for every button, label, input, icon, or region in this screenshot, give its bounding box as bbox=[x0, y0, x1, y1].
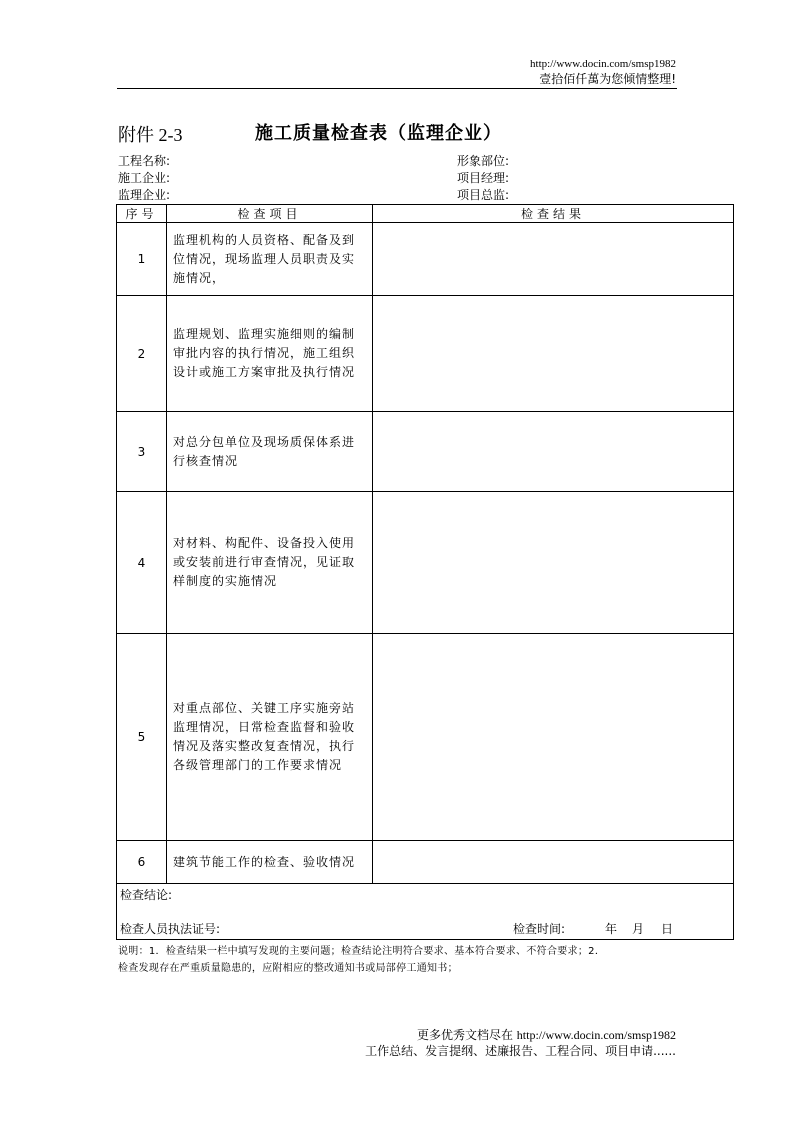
header-no: 序号 bbox=[117, 205, 167, 223]
footer-line-1 bbox=[410, 1027, 676, 1043]
attachment-label: 附件 2-3 bbox=[118, 125, 183, 145]
header-item: 检查项目 bbox=[167, 205, 373, 223]
row-item: 对重点部位、关键工序实施旁站监理情况，日常检查监督和验收情况及落实整改复查情况，执行各级管理部门的工作要求情况 bbox=[167, 634, 373, 841]
table-row bbox=[117, 412, 734, 492]
header-result: 检查结果 bbox=[373, 205, 734, 223]
conclusion-row bbox=[117, 884, 734, 940]
table-row bbox=[117, 634, 734, 841]
day-label: 日 bbox=[661, 922, 674, 936]
header-url: http://www.docin.com/smsp1982 bbox=[530, 58, 676, 70]
row-number: 1 bbox=[117, 223, 167, 296]
note-line-1: 说明：1．检查结果一栏中填写发现的主要问题；检查结论注明符合要求、基本符合要求、不符合要求；2． bbox=[118, 946, 606, 957]
row-item: 建筑节能工作的检查、验收情况 bbox=[167, 841, 373, 884]
note bbox=[118, 943, 718, 977]
project-name-label: 工程名称: bbox=[118, 154, 171, 168]
footer-line-2: 工作总结、发言提纲、述廉报告、工程合同、项目申请...... bbox=[365, 1044, 676, 1058]
row-number: 2 bbox=[117, 296, 167, 412]
table-header-row bbox=[117, 205, 734, 223]
chief-supervisor-label: 项目总监: bbox=[457, 188, 510, 202]
conclusion-label: 检查结论: bbox=[120, 888, 173, 902]
year-label: 年 bbox=[605, 922, 618, 936]
header-slogan: 壹拾佰仟萬为您倾情整理! bbox=[539, 72, 676, 86]
note-line-2: 检查发现存在严重质量隐患的，应附相应的整改通知书或局部停工通知书； bbox=[118, 963, 458, 974]
row-result-cell[interactable] bbox=[373, 841, 734, 884]
inspector-id-label: 检查人员执法证号: bbox=[120, 922, 221, 936]
table-row bbox=[117, 296, 734, 412]
row-item: 监理规划、监理实施细则的编制审批内容的执行情况，施工组织设计或施工方案审批及执行情况 bbox=[167, 296, 373, 412]
row-item: 对总分包单位及现场质保体系进行核查情况 bbox=[167, 412, 373, 492]
footer-url[interactable]: http://www.docin.com/smsp1982 bbox=[516, 1028, 676, 1042]
row-result-cell[interactable] bbox=[373, 296, 734, 412]
construction-company-label: 施工企业: bbox=[118, 171, 171, 185]
footer-prefix: 更多优秀文档尽在 bbox=[416, 1028, 513, 1042]
row-number: 3 bbox=[117, 412, 167, 492]
row-result-cell[interactable] bbox=[373, 412, 734, 492]
conclusion-cell[interactable] bbox=[117, 884, 734, 940]
header-divider bbox=[117, 88, 677, 89]
month-label: 月 bbox=[632, 922, 645, 936]
row-result-cell[interactable] bbox=[373, 634, 734, 841]
inspection-time-label: 检查时间: bbox=[513, 922, 566, 936]
table-row bbox=[117, 223, 734, 296]
page-title: 施工质量检查表（监理企业） bbox=[255, 123, 502, 144]
row-number: 5 bbox=[117, 634, 167, 841]
project-manager-label: 项目经理: bbox=[457, 171, 510, 185]
row-number: 6 bbox=[117, 841, 167, 884]
row-result-cell[interactable] bbox=[373, 492, 734, 634]
row-item: 对材料、构配件、设备投入使用或安装前进行审查情况，见证取样制度的实施情况 bbox=[167, 492, 373, 634]
table-row bbox=[117, 492, 734, 634]
supervision-company-label: 监理企业: bbox=[118, 188, 171, 202]
row-number: 4 bbox=[117, 492, 167, 634]
table-row bbox=[117, 841, 734, 884]
image-part-label: 形象部位: bbox=[457, 154, 510, 168]
row-item: 监理机构的人员资格、配备及到位情况，现场监理人员职责及实施情况， bbox=[167, 223, 373, 296]
row-result-cell[interactable] bbox=[373, 223, 734, 296]
inspection-table bbox=[116, 204, 734, 940]
